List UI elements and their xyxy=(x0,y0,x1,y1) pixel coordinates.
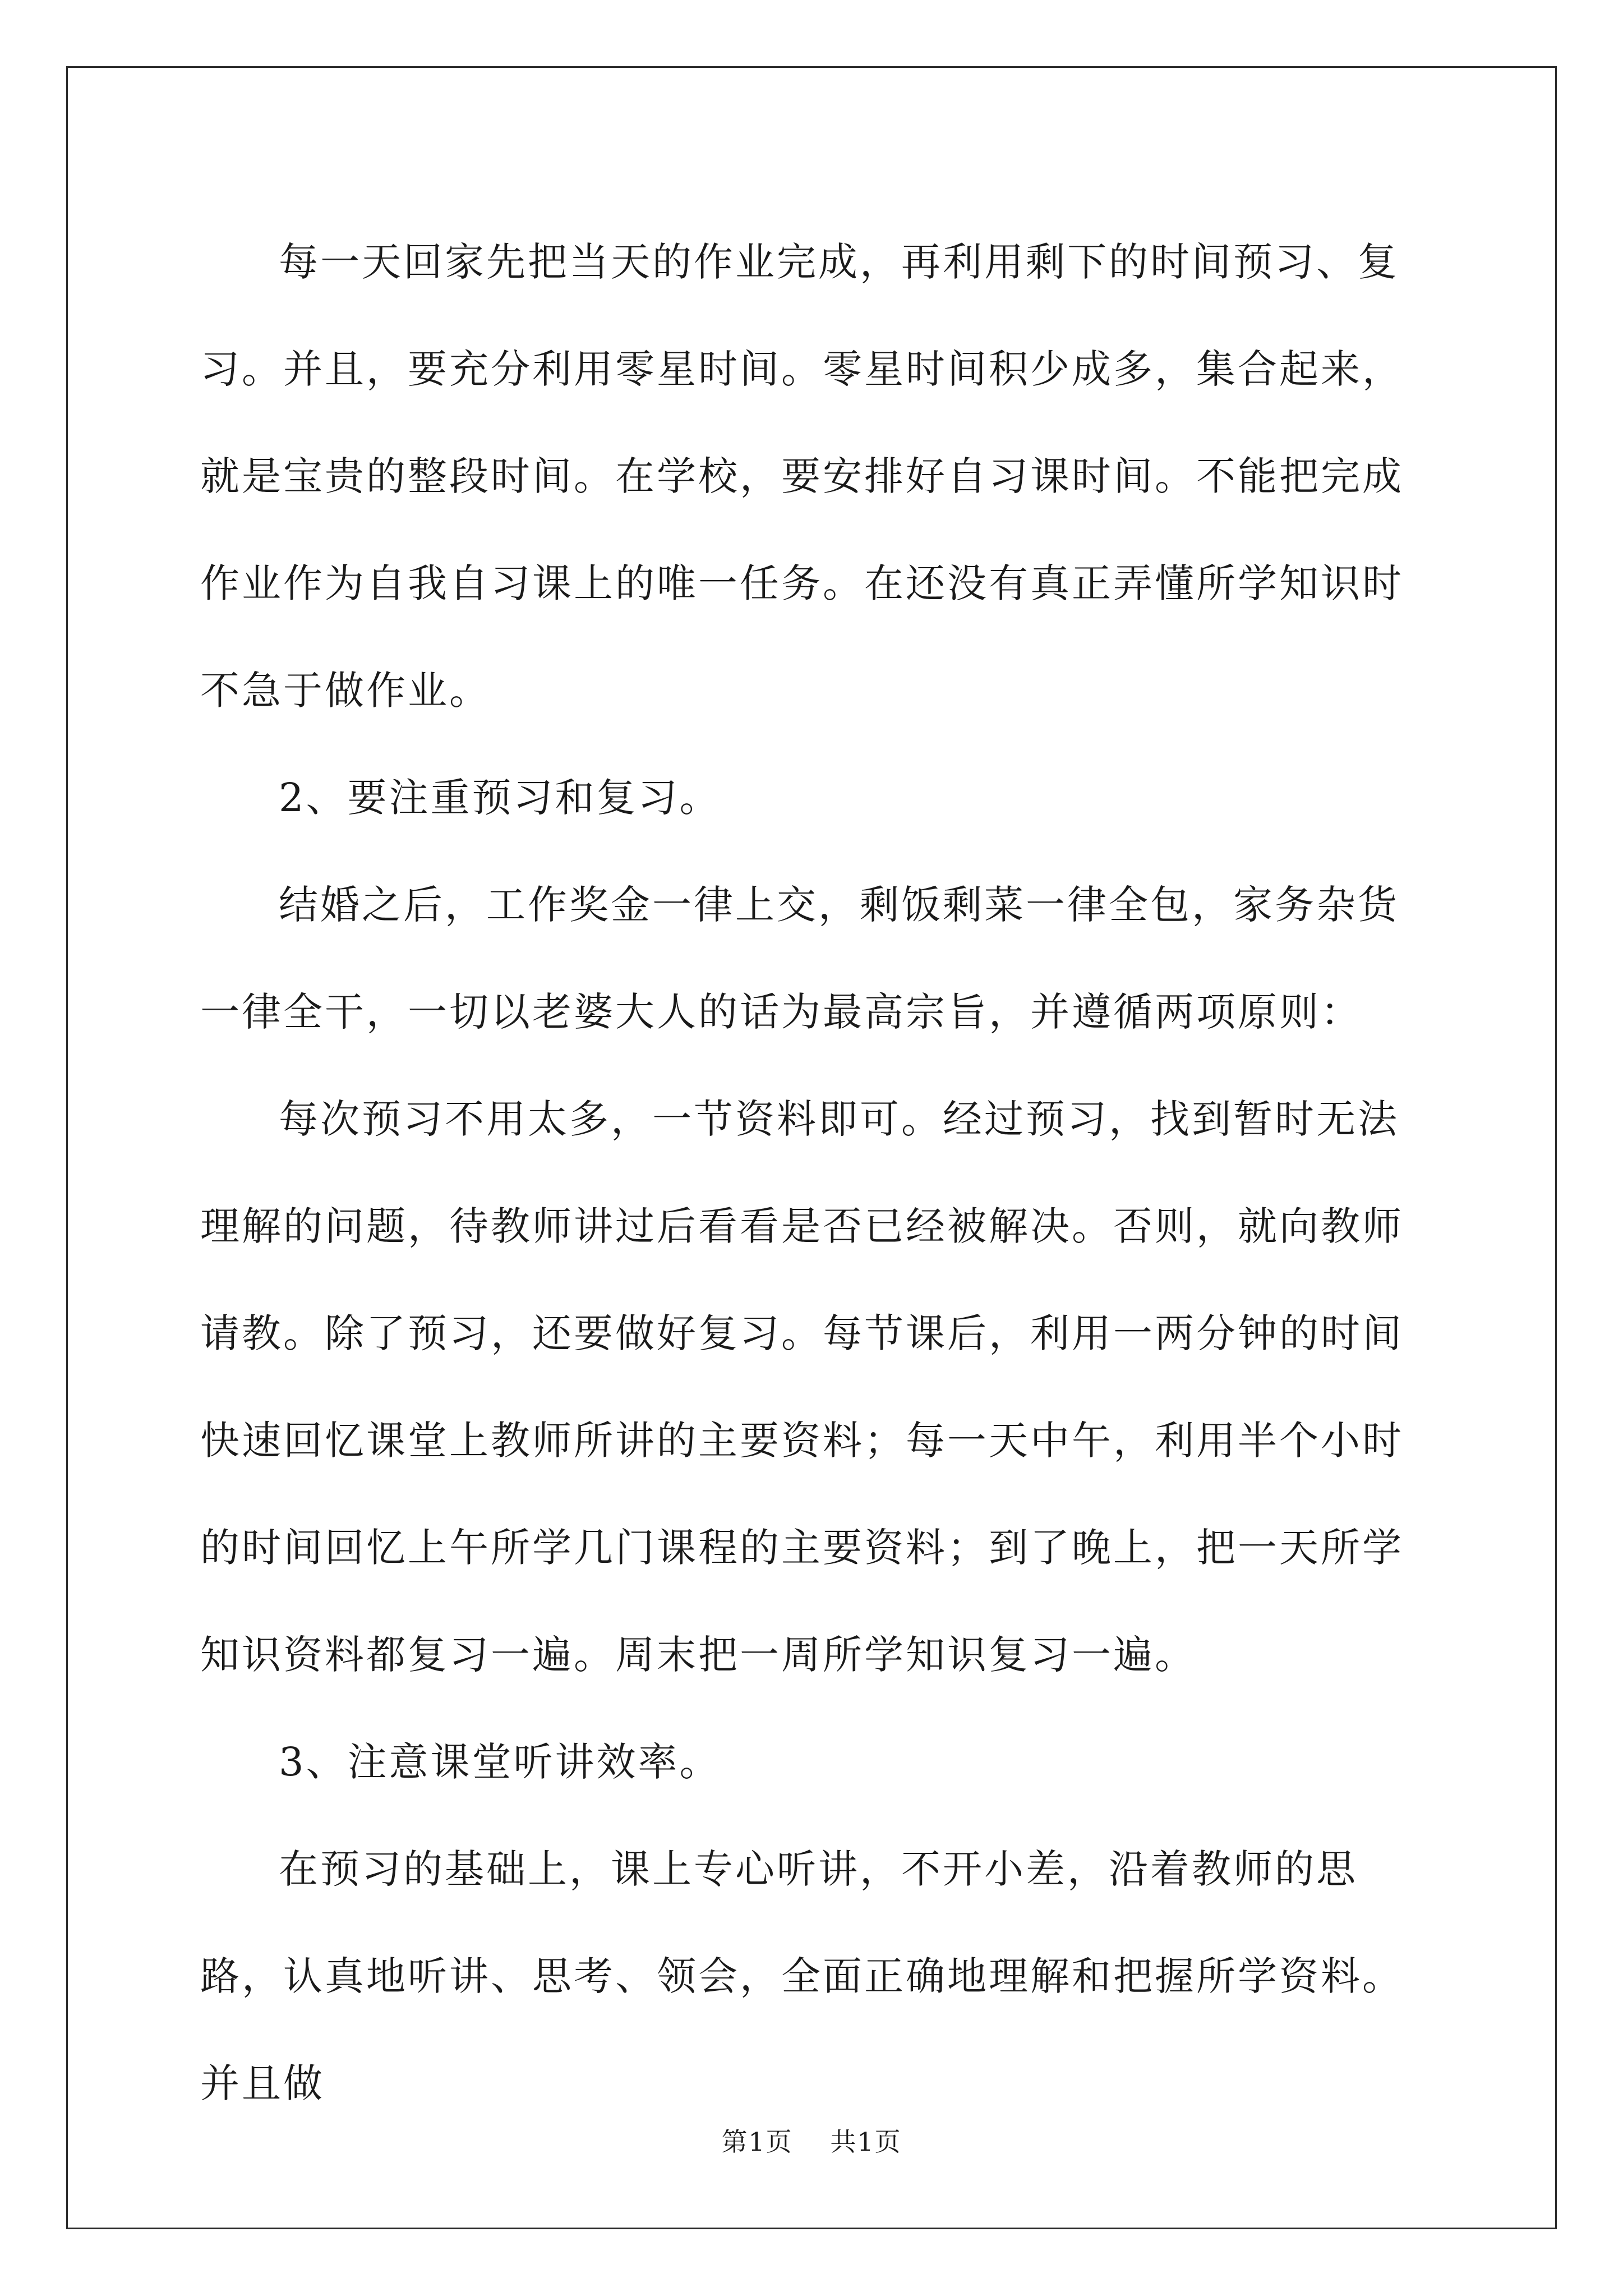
paragraph-4: 每次预习不用太多，一节资料即可。经过预习，找到暂时无法理解的问题，待教师讲过后看看是否已经被解决。否则，就向教师请教。除了预习，还要做好复习。每节课后，利用一两分钟的时间快速回忆课堂上教师所讲的主要资料；每一天中午，利用半个小时的时间回忆上午所学几门课程的主要资料；到了晚上，把一天所学知识资料都复习一遍。周末把一周所学知识复习一遍。 xyxy=(200,1096,1404,1678)
paragraph-6: 在预习的基础上，课上专心听讲，不开小差，沿着教师的思路，认真地听讲、思考、领会，全面正确地理解和把握所学资料。并且做 xyxy=(200,1846,1404,2106)
page-footer xyxy=(0,2125,1623,2159)
paragraph-3: 结婚之后，工作奖金一律上交，剩饭剩菜一律全包，家务杂货一律全干，一切以老婆大人的话为最高宗旨，并遵循两项原则： xyxy=(200,882,1399,1035)
paragraph-2: 2、要注重预习和复习。 xyxy=(279,775,721,821)
paragraph-1: 每一天回家先把当天的作业完成，再利用剩下的时间预习、复习。并且，要充分利用零星时间。零星时间积少成多，集合起来，就是宝贵的整段时间。在学校，要安排好自习课时间。不能把完成作业作为自我自习课上的唯一任务。在还没有真正弄懂所学知识时不急于做作业。 xyxy=(200,239,1404,714)
paragraph-5: 3、注意课堂听讲效率。 xyxy=(279,1739,721,1785)
document-body xyxy=(200,209,1434,2137)
page-number-total: 共1页 xyxy=(830,2127,902,2157)
page-number-current: 第1页 xyxy=(721,2127,793,2157)
